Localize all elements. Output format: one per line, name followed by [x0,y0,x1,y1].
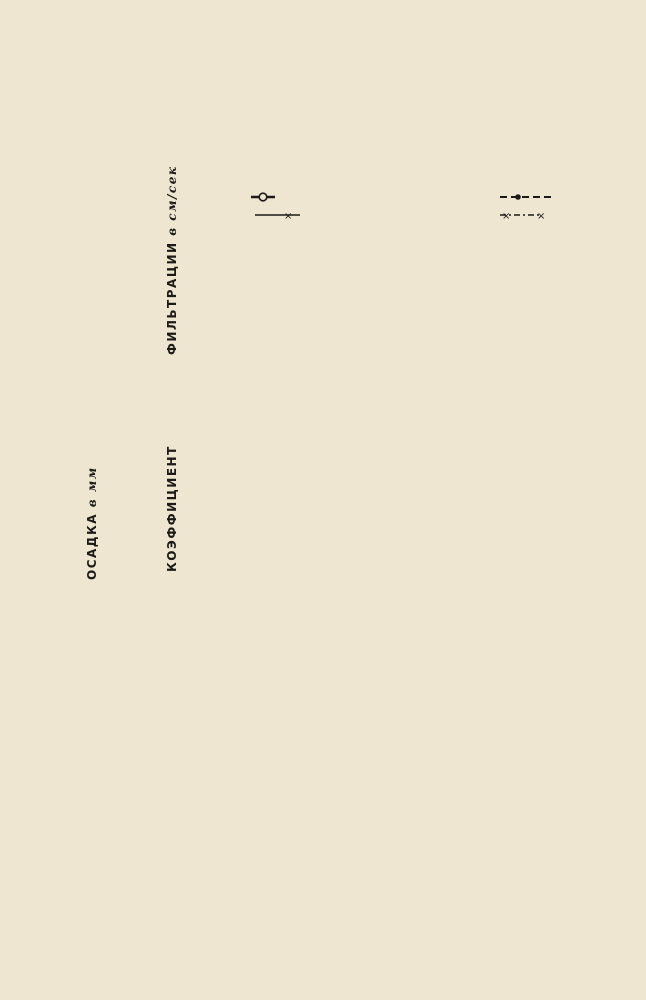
svg-text:×: × [502,211,511,222]
legend-settlement-n5-swatch [500,211,545,222]
svg-text:×: × [284,211,293,222]
y-axis-title-bottom: КОЭФФИЦИЕНТ [165,445,179,572]
legend-filtration-n5-swatch [500,194,555,200]
y2-axis-title: ОСАДКА в мм [85,466,99,580]
legend-settlement-n2-swatch [255,211,300,222]
legend-filtration-n2-swatch [251,193,275,201]
figure-chart [0,130,646,620]
svg-text:×: × [537,211,546,222]
y-axis-title-top: ФИЛЬТРАЦИИ в см/сек [165,165,179,355]
